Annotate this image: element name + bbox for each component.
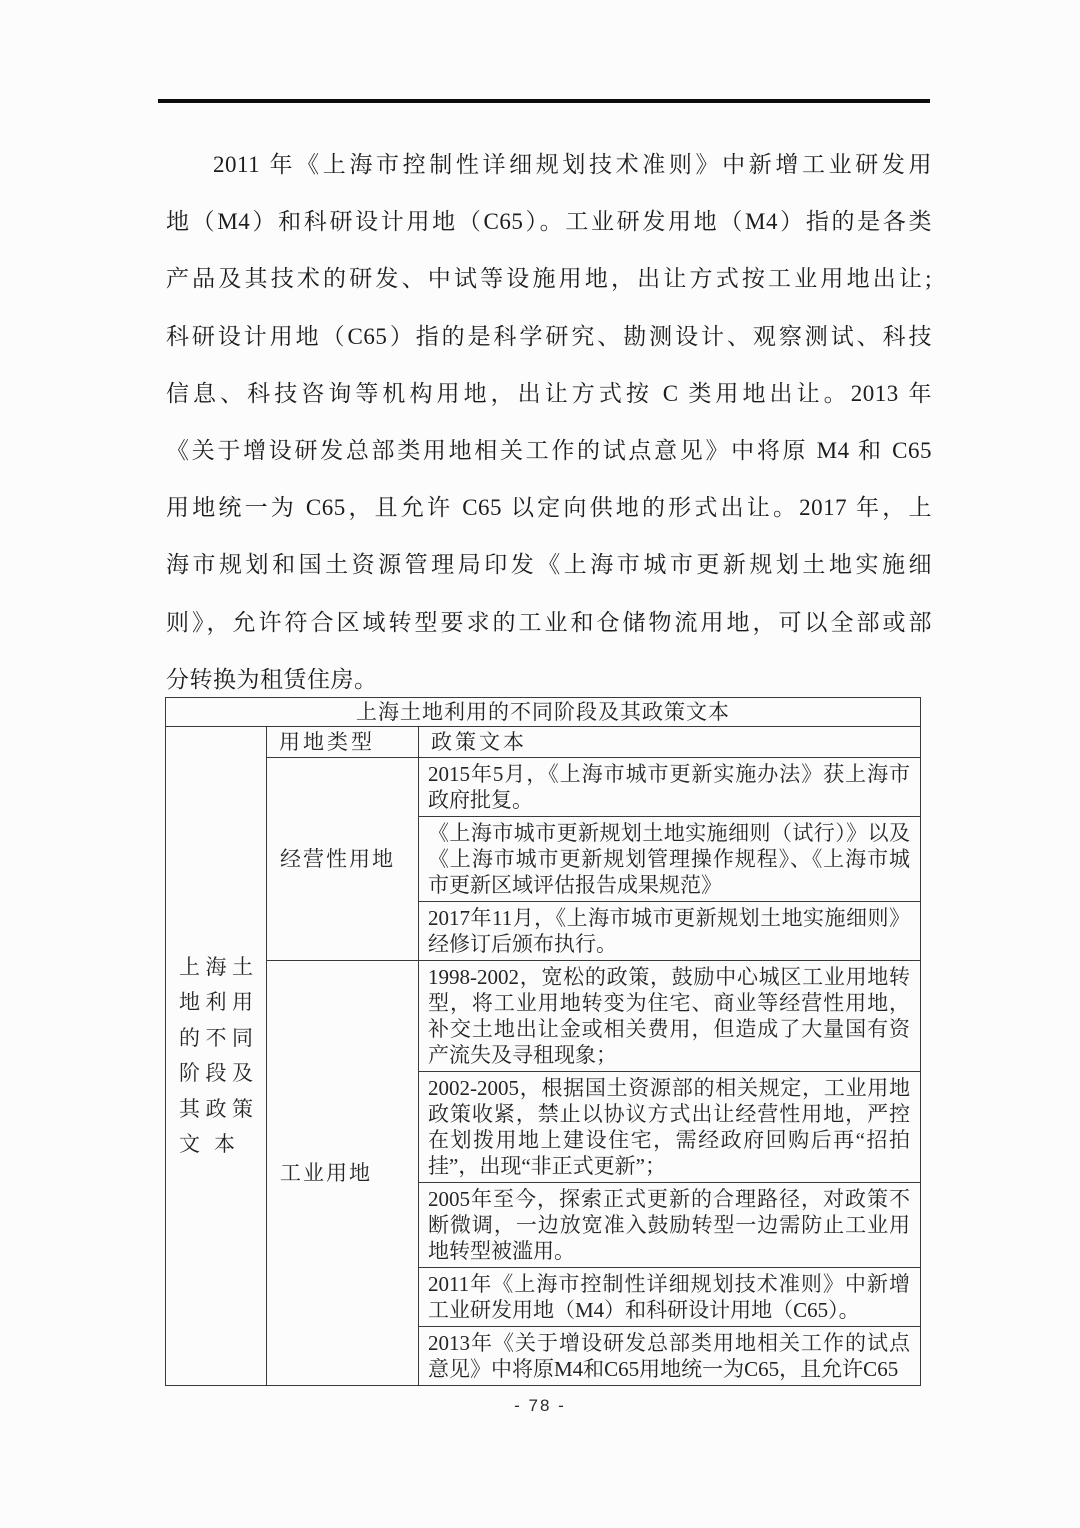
paragraph-line: 《关于增设研发总部类用地相关工作的试点意见》中将原 M4 和 C65 bbox=[166, 437, 932, 463]
table-row bbox=[166, 758, 921, 817]
table-row bbox=[166, 961, 921, 1072]
table-title-row bbox=[166, 698, 921, 727]
paragraph-line: 地（M4）和科研设计用地（C65）。工业研发用地（M4）指的是各类 bbox=[166, 209, 932, 235]
table-row-header bbox=[166, 727, 267, 1386]
policy-cell: 1998-2002，宽松的政策，鼓励中心城区工业用地转型，将工业用地转变为住宅、商业等经营性用地，补交土地出让金或相关费用，但造成了大量国有资产流失及寻租现象； bbox=[419, 961, 921, 1072]
policy-cell: 《上海市城市更新规划土地实施细则（试行）》以及《上海市城市更新规划管理操作规程》、《上海市城市更新区域评估报告成果规范》 bbox=[419, 817, 921, 902]
column-header-land-type: 用地类型 bbox=[267, 727, 419, 758]
policy-cell: 2017年11月，《上海市城市更新规划土地实施细则》经修订后颁布执行。 bbox=[419, 902, 921, 961]
policy-cell: 2013年《关于增设研发总部类用地相关工作的试点意见》中将原M4和C65用地统一为C65，且允许C65 bbox=[419, 1327, 921, 1386]
policy-cell: 2015年5月，《上海市城市更新实施办法》获上海市政府批复。 bbox=[419, 758, 921, 817]
policy-cell: 2002-2005，根据国土资源部的相关规定，工业用地政策收紧，禁止以协议方式出让经营性用地，严控在划拨用地上建设住宅，需经政府回购后再“招拍挂”，出现“非正式更新”； bbox=[419, 1072, 921, 1183]
paragraph-line: 产品及其技术的研发、中试等设施用地，出让方式按工业用地出让; bbox=[166, 266, 932, 292]
land-type-cell-commercial: 经营性用地 bbox=[267, 758, 419, 961]
table-header-row bbox=[166, 727, 921, 758]
paragraph-line: 分转换为租赁住房。 bbox=[166, 666, 378, 692]
page-number: - 78 - bbox=[514, 1396, 566, 1415]
header-rule bbox=[158, 99, 930, 103]
paragraph-line: 信息、科技咨询等机构用地，出让方式按 C 类用地出让。2013 年 bbox=[166, 380, 932, 406]
paragraph-line: 则》，允许符合区域转型要求的工业和仓储物流用地，可以全部或部 bbox=[166, 609, 932, 635]
policy-cell: 2011年《上海市控制性详细规划技术准则》中新增工业研发用地（M4）和科研设计用地（C65）。 bbox=[419, 1268, 921, 1327]
paragraph-line: 用地统一为 C65，且允许 C65 以定向供地的形式出让。2017 年，上 bbox=[166, 495, 932, 521]
policy-table bbox=[165, 697, 921, 1386]
policy-cell: 2005年至今，探索正式更新的合理路径，对政策不断微调，一边放宽准入鼓励转型一边需防止工业用地转型被滥用。 bbox=[419, 1183, 921, 1268]
paragraph-line: 海市规划和国土资源管理局印发《上海市城市更新规划土地实施细 bbox=[166, 552, 932, 578]
column-header-policy: 政策文本 bbox=[419, 727, 921, 758]
row-header-text: 上海土 地利用 的不同 阶段及 其政策 文本 bbox=[179, 954, 253, 1156]
land-type-cell-industrial: 工业用地 bbox=[267, 961, 419, 1386]
paragraph-line: 2011 年《上海市控制性详细规划技术准则》中新增工业研发用 bbox=[213, 152, 932, 177]
body-paragraph bbox=[166, 136, 932, 708]
paragraph-line: 科研设计用地（C65）指的是科学研究、勘测设计、观察测试、科技 bbox=[166, 323, 932, 349]
table-title: 上海土地利用的不同阶段及其政策文本 bbox=[166, 698, 921, 727]
